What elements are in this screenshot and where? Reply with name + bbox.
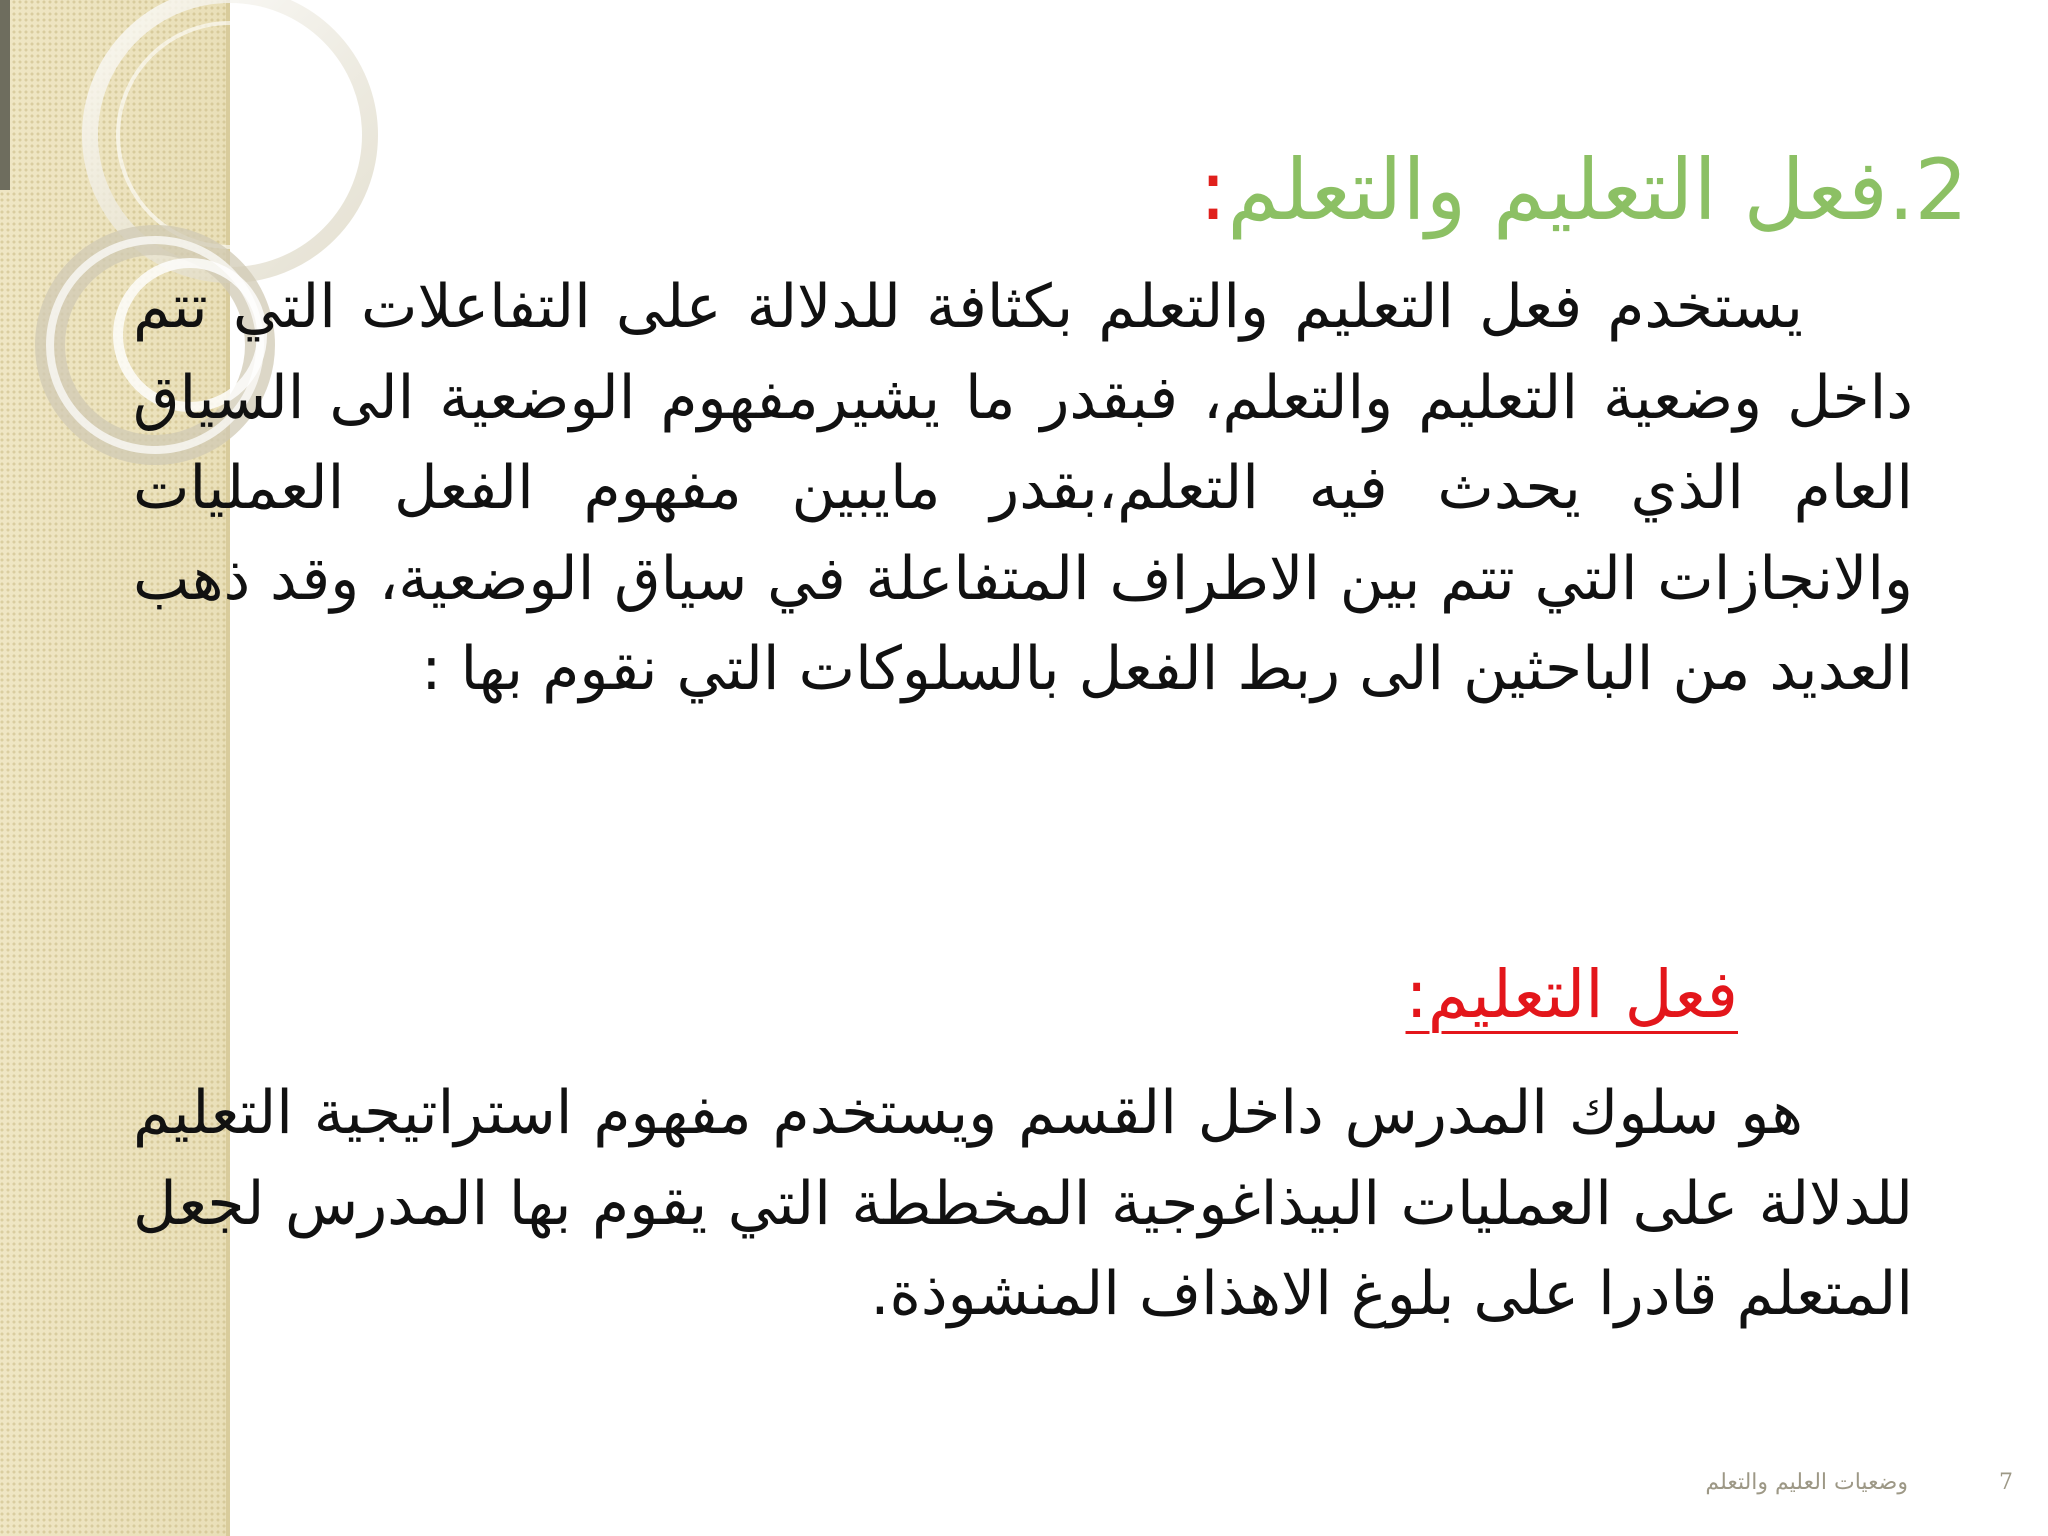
paragraph-intro (133, 262, 1913, 715)
decorative-ring-large-inner (118, 23, 342, 247)
title-colon: : (1198, 141, 1228, 239)
paragraph-definition-text: هو سلوك المدرس داخل القسم ويستخدم مفهوم استراتيجية التعليم للدلالة على العمليات البيذاغوجية المخططة التي يقوم بها المدرس لجعل المتعلم قادرا على بلوغ الاهذاف المنشوذة. (133, 1078, 1913, 1329)
paragraph-intro-text: يستخدم فعل التعليم والتعلم بكثافة للدلالة على التفاعلات التي تتم داخل وضعية التعليم والتعلم، فبقدر ما يشيرمفهوم الوضعية الى السياق العام الذي يحدث فيه التعلم،بقدر مايبين مفهوم الفعل العمليات والانجازات التي تتم بين الاطراف المتفاعلة في سياق الوضعية، وقد ذهب العديد من الباحثين الى ربط الفعل بالسلوكات التي نقوم بها : (133, 272, 1913, 704)
slide-number: 7 (1999, 1470, 2013, 1495)
title-text: 2.فعل التعليم والتعلم (1227, 141, 1968, 239)
slide-title (1199, 135, 1968, 245)
subheading-teaching-act: فعل التعليم: (1405, 956, 1738, 1033)
paragraph-definition (133, 1068, 1913, 1340)
footer-title: وضعيات العليم والتعلم (1705, 1470, 1908, 1495)
